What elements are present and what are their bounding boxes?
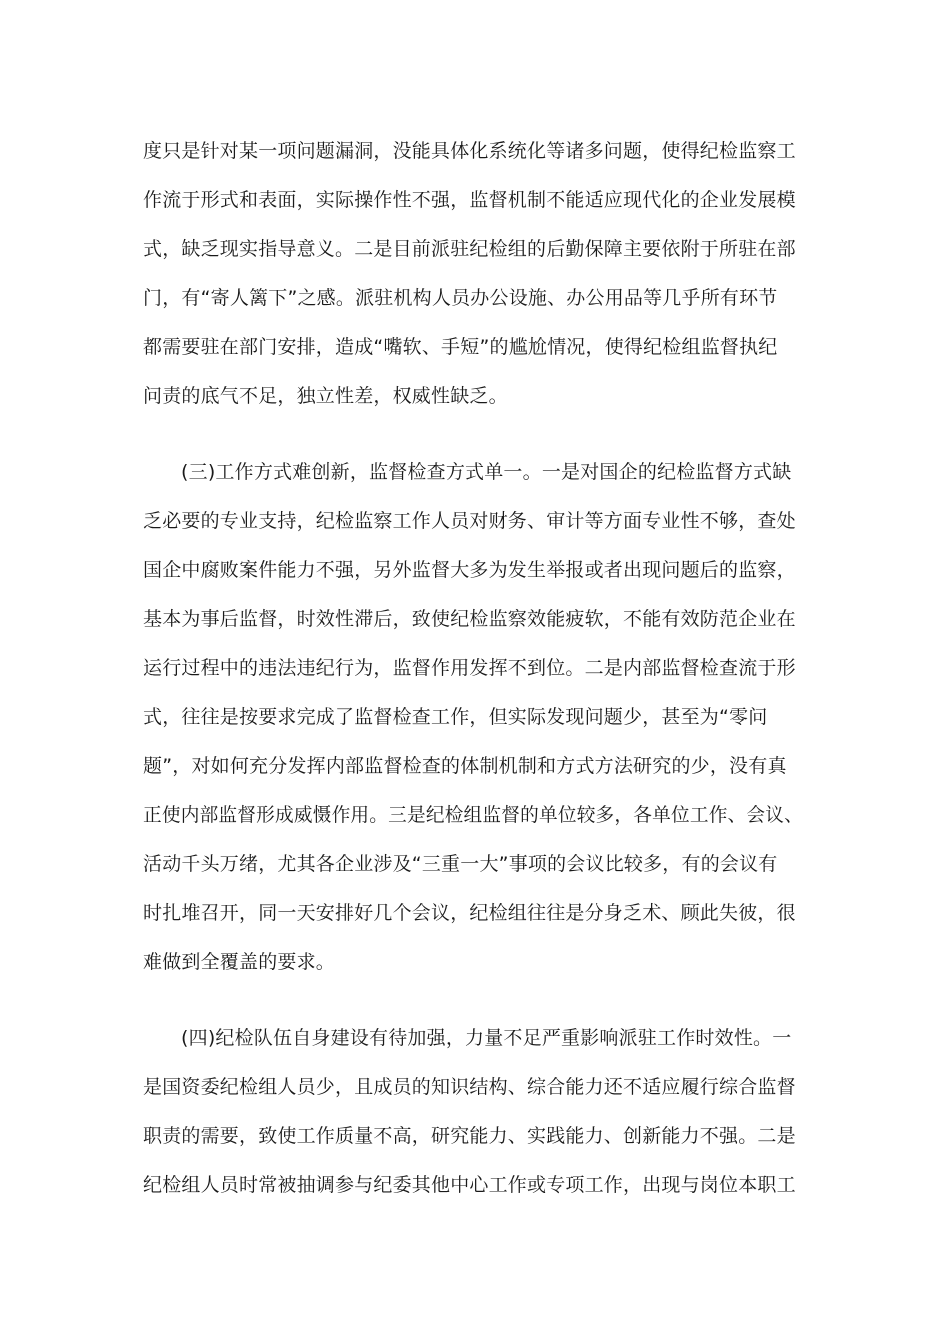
paragraph-1-line-2: 作流于形式和表面，实际操作性不强，监督机制不能适应现代化的企业发展模: [143, 189, 796, 211]
paragraph-2-line-4: 基本为事后监督，时效性滞后，致使纪检监察效能疲软，不能有效防范企业在: [143, 608, 796, 630]
paragraph-2-line-8: 正使内部监督形成威慑作用。三是纪检组监督的单位较多，各单位工作、会议、: [143, 804, 803, 826]
paragraph-2-line-7: 题”，对如何充分发挥内部监督检查的体制机制和方式方法研究的少，没有真: [143, 755, 787, 777]
document-body: [143, 0, 803, 1344]
paragraph-2-line-6: 式，往往是按要求完成了监督检查工作，但实际发现问题少，甚至为“零问: [143, 706, 768, 728]
paragraph-2-line-2: 乏必要的专业支持，纪检监察工作人员对财务、审计等方面专业性不够，查处: [143, 510, 796, 532]
paragraph-2-line-11: 难做到全覆盖的要求。: [143, 951, 336, 973]
paragraph-3-line-4: 纪检组人员时常被抽调参与纪委其他中心工作或专项工作，出现与岗位本职工: [143, 1174, 796, 1196]
paragraph-2-line-10: 时扎堆召开，同一天安排好几个会议，纪检组往往是分身乏术、顾此失彼，很: [143, 902, 796, 924]
paragraph-2-line-5: 运行过程中的违法违纪行为，监督作用发挥不到位。二是内部监督检查流于形: [143, 657, 796, 679]
paragraph-3-line-1: (四)纪检队伍自身建设有待加强，力量不足严重影响派驻工作时效性。一: [181, 1027, 792, 1049]
paragraph-3-line-2: 是国资委纪检组人员少，且成员的知识结构、综合能力还不适应履行综合监督: [143, 1076, 796, 1098]
paragraph-1-line-6: 问责的底气不足，独立性差，权威性缺乏。: [143, 385, 508, 407]
paragraph-2-line-3: 国企中腐败案件能力不强，另外监督大多为发生举报或者出现问题后的监察，: [143, 559, 796, 581]
paragraph-2-line-1: (三)工作方式难创新，监督检查方式单一。一是对国企的纪检监督方式缺: [181, 461, 792, 483]
paragraph-3-line-3: 职责的需要，致使工作质量不高，研究能力、实践能力、创新能力不强。二是: [143, 1125, 796, 1147]
paragraph-1-line-3: 式，缺乏现实指导意义。二是目前派驻纪检组的后勤保障主要依附于所驻在部: [143, 238, 796, 260]
paragraph-1-line-4: 门，有“寄人篱下”之感。派驻机构人员办公设施、办公用品等几乎所有环节: [143, 287, 778, 309]
paragraph-1-line-5: 都需要驻在部门安排，造成“嘴软、手短”的尴尬情况，使得纪检组监督执纪: [143, 336, 778, 358]
paragraph-2-line-9: 活动千头万绪，尤其各企业涉及“三重一大”事项的会议比较多，有的会议有: [143, 853, 778, 875]
paragraph-1-line-1: 度只是针对某一项问题漏洞，没能具体化系统化等诸多问题，使得纪检监察工: [143, 140, 796, 162]
